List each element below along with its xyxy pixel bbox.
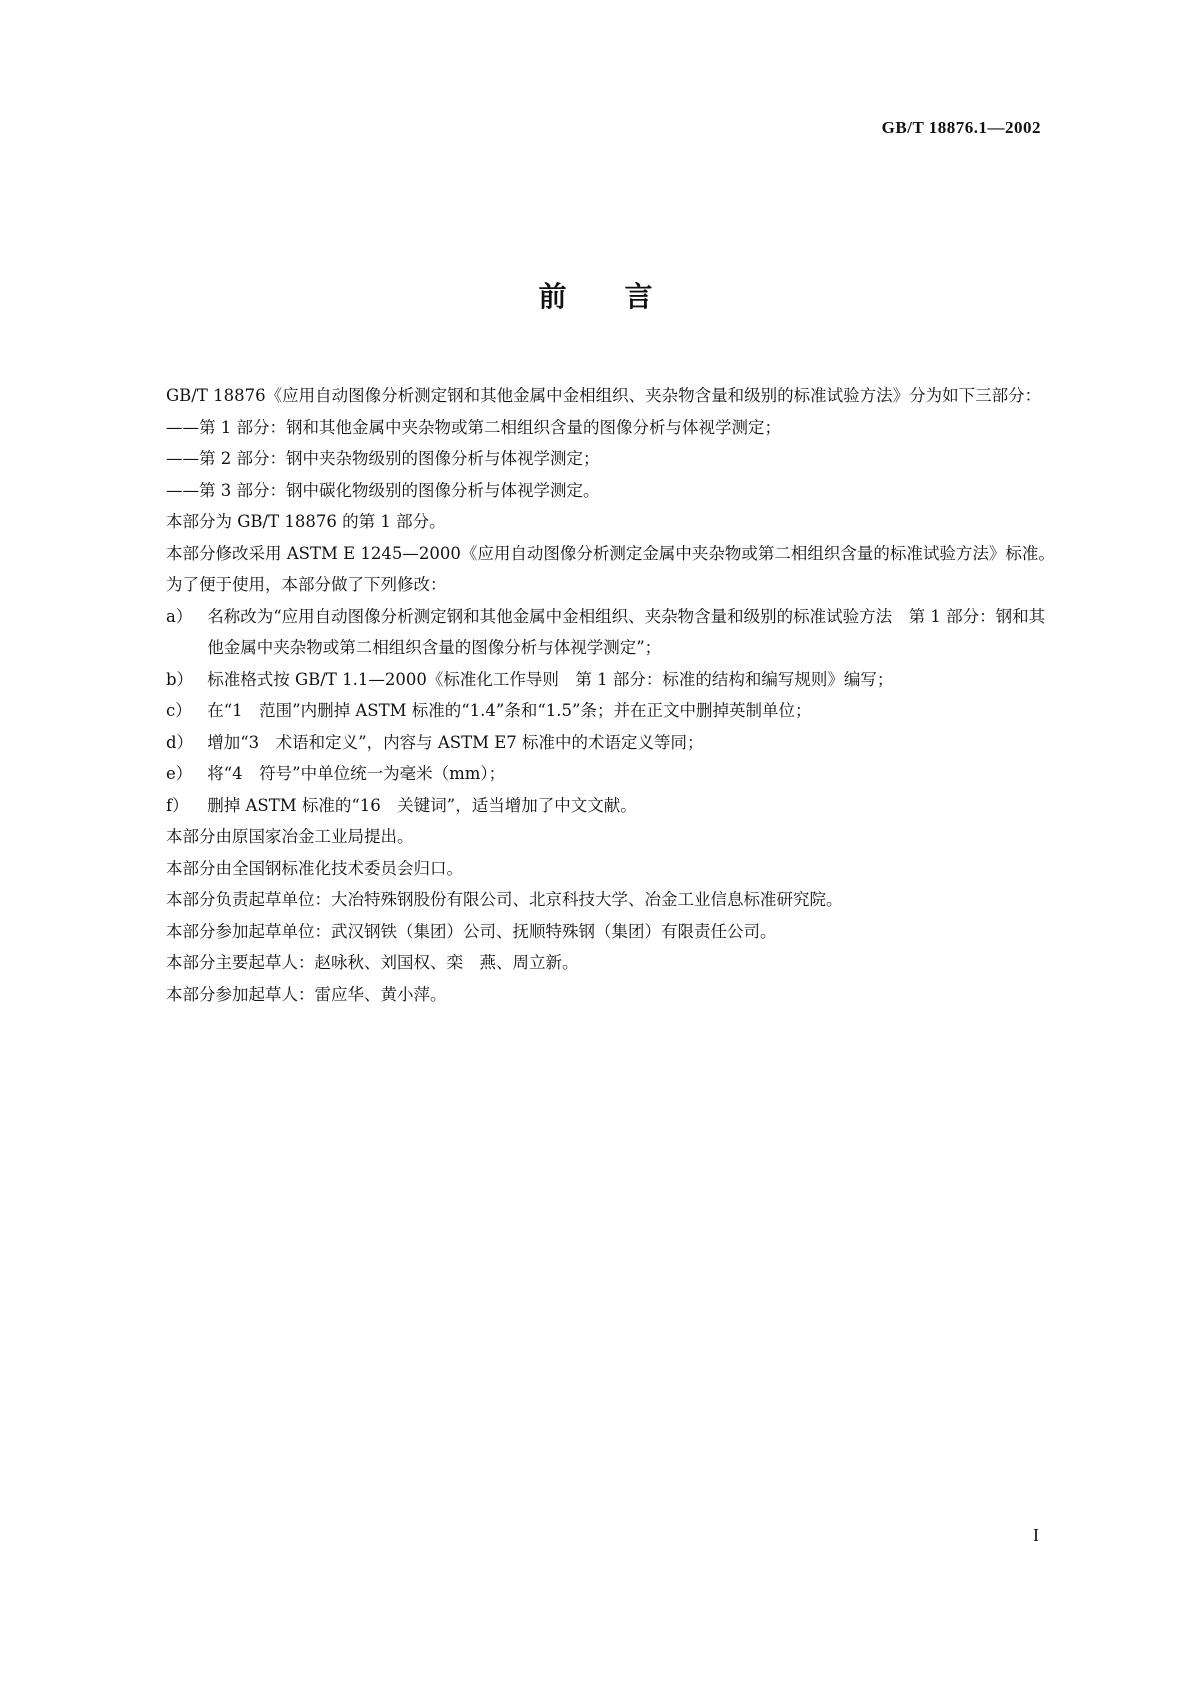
this-part-paragraph: 本部分为 GB/T 18876 的第 1 部分。	[166, 512, 446, 531]
modification-item-d	[133, 727, 1057, 759]
part-item-1: ——第 1 部分：钢和其他金属中夹杂物或第二相组织含量的图像分析与体视学测定；	[166, 417, 781, 437]
drafting-unit-paragraph: 本部分负责起草单位：大冶特殊钢股份有限公司、北京科技大学、冶金工业信息标准研究院。	[166, 890, 843, 909]
list-label: b）	[166, 669, 194, 689]
list-label: e）	[166, 764, 193, 783]
participating-units-paragraph: 本部分参加起草单位：武汉钢铁（集团）公司、抚顺特殊钢（集团）有限责任公司。	[166, 921, 777, 941]
centralized-by-paragraph: 本部分由全国钢标准化技术委员会归口。	[166, 858, 463, 878]
adoption-paragraph: 本部分修改采用 ASTM E 1245—2000《应用自动图像分析测定金属中夹杂物或第二相组织含量的标准试验方法》标准。	[166, 543, 1055, 563]
modification-item-e	[133, 758, 1057, 790]
standard-code: GB/T 18876.1—2002	[881, 118, 1041, 137]
list-text: 在“1 范围”内删掉 ASTM 标准的“1.4”条和“1.5”条；并在正文中删掉英制单位；	[207, 701, 812, 720]
intro-paragraph: GB/T 18876《应用自动图像分析测定钢和其他金属中金相组织、夹杂物含量和级别的标准试验方法》分为如下三部分：	[166, 386, 1042, 405]
list-label: a）	[166, 606, 193, 626]
participating-drafters-paragraph: 本部分参加起草人：雷应华、黄小萍。	[166, 984, 447, 1004]
modifications-intro: 为了便于使用，本部分做了下列修改：	[166, 575, 447, 594]
main-drafters-paragraph: 本部分主要起草人：赵咏秋、刘国权、栾 燕、周立新。	[166, 953, 579, 972]
modification-item-c	[133, 695, 1057, 727]
part-item-3: ——第 3 部分：钢中碳化物级别的图像分析与体视学测定。	[166, 480, 600, 500]
modification-item-a	[133, 601, 1057, 664]
page-title: 前言	[538, 280, 711, 313]
list-text: 将“4 符号”中单位统一为毫米（mm）；	[207, 764, 506, 783]
list-text: 标准格式按 GB/T 1.1—2000《标准化工作导则 第 1 部分：标准的结构和编写规则》编写；	[207, 669, 894, 689]
page-number: I	[1033, 1525, 1039, 1545]
part-item-2: ——第 2 部分：钢中夹杂物级别的图像分析与体视学测定；	[166, 449, 600, 468]
list-label: f）	[166, 795, 189, 815]
list-text: 删掉 ASTM 标准的“16 关键词”，适当增加了中文文献。	[207, 795, 637, 815]
proposed-by-paragraph: 本部分由原国家冶金工业局提出。	[166, 827, 414, 846]
foreword-body	[133, 380, 1057, 1010]
modification-item-f	[133, 790, 1057, 822]
list-label: c）	[166, 701, 192, 720]
list-label: d）	[166, 732, 194, 752]
list-text: 名称改为“应用自动图像分析测定钢和其他金属中金相组织、夹杂物含量和级别的标准试验方法 第 1 部分：钢和其他金属中夹杂物或第二相组织含量的图像分析与体视学测定”；	[207, 606, 1046, 657]
modification-item-b	[133, 664, 1057, 696]
list-text: 增加“3 术语和定义”，内容与 ASTM E7 标准中的术语定义等同；	[207, 732, 704, 752]
